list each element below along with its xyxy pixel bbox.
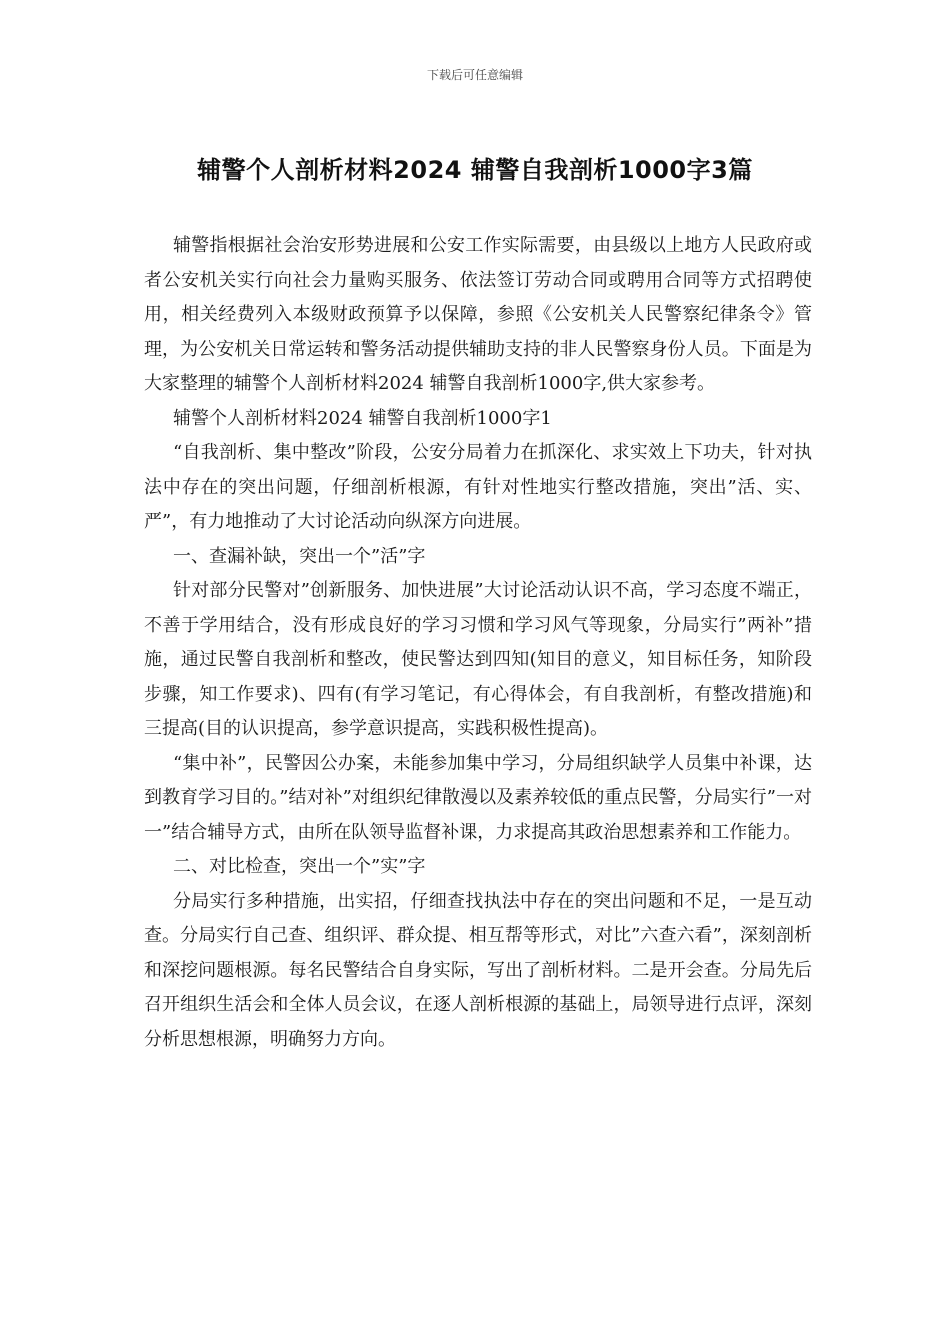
document-body bbox=[144, 229, 812, 1057]
body-paragraph: 针对部分民警对”创新服务、加快进展”大讨论活动认识不高，学习态度不端正，不善于学用结合，没有形成良好的学习习惯和学习风气等现象，分局实行”两补”措施，通过民警自我剖析和整改，使民警达到四知(知目的意义，知目标任务，知阶段步骤，知工作要求)、四有(有学习笔记，有心得体会，有自我剖析，有整改措施)和三提高(目的认识提高，参学意识提高，实践积极性提高)。 bbox=[144, 580, 812, 739]
body-paragraph: “自我剖析、集中整改”阶段，公安分局着力在抓深化、求实效上下功夫，针对执法中存在的突出问题，仔细剖析根源，有针对性地实行整改措施，突出”活、实、严”，有力地推动了大讨论活动向纵深方向进展。 bbox=[144, 442, 812, 532]
intro-paragraph: 辅警指根据社会治安形势进展和公安工作实际需要，由县级以上地方人民政府或者公安机关实行向社会力量购买服务、依法签订劳动合同或聘用合同等方式招聘使用，相关经费列入本级财政预算予以保障，参照《公安机关人民警察纪律条令》管理，为公安机关日常运转和警务活动提供辅助支持的非人民警察身份人员。下面是为大家整理的辅警个人剖析材料2024 辅警自我剖析1000字,供大家参考。 bbox=[144, 235, 812, 394]
body-paragraph: 分局实行多种措施，出实招，仔细查找执法中存在的突出问题和不足，一是互动查。分局实行自己查、组织评、群众提、相互帮等形式，对比”六查六看”，深刻剖析和深挖问题根源。每名民警结合自身实际，写出了剖析材料。二是开会查。分局先后召开组织生活会和全体人员会议，在逐人剖析根源的基础上，局领导进行点评，深刻分析思想根源，明确努力方向。 bbox=[144, 890, 812, 1050]
header-note: 下载后可任意编辑 bbox=[426, 68, 523, 82]
subsection-heading: 二、对比检查，突出一个”实”字 bbox=[173, 856, 426, 877]
body-paragraph: “集中补”，民警因公办案，未能参加集中学习，分局组织缺学人员集中补课，达到教育学习目的。”结对补”对组织纪律散漫以及素养较低的重点民警，分局实行”一对一”结合辅导方式，由所在队领导监督补课，力求提高其政治思想素养和工作能力。 bbox=[144, 752, 812, 843]
section-heading: 辅警个人剖析材料2024 辅警自我剖析1000字1 bbox=[173, 407, 552, 429]
subsection-heading: 一、查漏补缺，突出一个”活”字 bbox=[173, 545, 426, 567]
document-title: 辅警个人剖析材料2024 辅警自我剖析1000字3篇 bbox=[197, 156, 753, 184]
